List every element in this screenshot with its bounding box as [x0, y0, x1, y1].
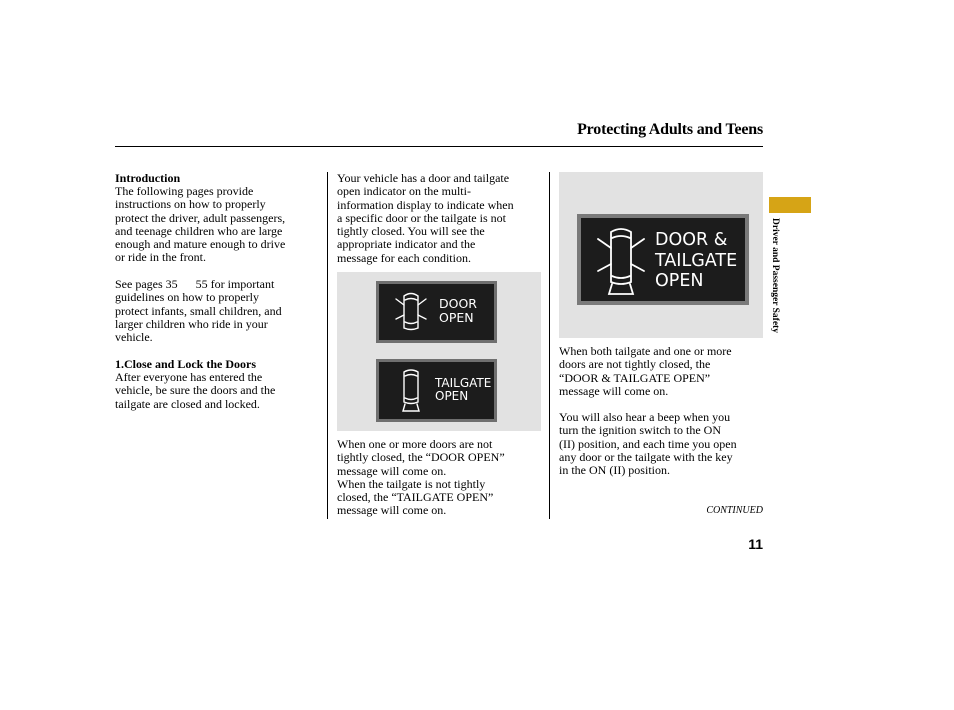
display-illustration-combined	[559, 172, 763, 338]
step1-text: After everyone has entered the vehicle, be sure the doors and the tailgate are closed and locked.	[115, 370, 276, 411]
door-open-display	[376, 281, 497, 343]
door-open-explanation: When one or more doors are not tightly closed, the “DOOR OPEN” message will come on. When the tailgate is not tightly closed, the “TAILGATE OPEN” message will come on.	[337, 437, 505, 518]
car-doors-tailgate-open-icon	[593, 226, 649, 298]
car-doors-open-icon	[393, 290, 429, 334]
section-tab-label: Driver and Passenger Safety	[770, 218, 780, 333]
beep-text: You will also hear a beep when you turn the ignition switch to the ON (II) position, and each time you open any door or the tailgate with the key in the ON (II) position.	[559, 410, 737, 478]
continued-label: CONTINUED	[706, 505, 763, 516]
tailgate-open-label: TAILGATE OPEN	[435, 376, 492, 404]
column-divider	[549, 172, 550, 519]
column-divider	[327, 172, 328, 519]
header-rule	[115, 146, 763, 147]
door-tailgate-open-label: DOOR & TAILGATE OPEN	[655, 230, 738, 292]
see-pages-text: See pages 35 55 for important guidelines on how to properly protect infants, small children, and larger children who ride in your vehicle.	[115, 277, 282, 345]
door-open-label: DOOR OPEN	[439, 296, 477, 325]
section-tab-marker	[769, 197, 811, 213]
display-illustration	[337, 272, 541, 431]
indicator-intro-text: Your vehicle has a door and tailgate open indicator on the multi- information display to indicate when a specific door or the tailgate is not tightly closed. You will see the appropriate indicator and the message for each condition.	[337, 171, 514, 265]
step1-heading: 1.Close and Lock the Doors	[115, 357, 257, 371]
intro-text: The following pages provide instructions on how to properly protect the driver, adult passengers, and teenage children who are large enough and mature enough to drive or ride in the front.	[115, 184, 286, 265]
page-number: 11	[748, 536, 763, 552]
tailgate-open-display	[376, 359, 497, 422]
door-tailgate-open-display	[577, 214, 749, 305]
intro-heading: Introduction	[115, 171, 181, 185]
page-title: Protecting Adults and Teens	[577, 121, 763, 138]
car-tailgate-open-icon	[393, 368, 429, 414]
combined-message-text: When both tailgate and one or more doors are not tightly closed, the “DOOR & TAILGATE OPEN” message will come on.	[559, 344, 732, 398]
